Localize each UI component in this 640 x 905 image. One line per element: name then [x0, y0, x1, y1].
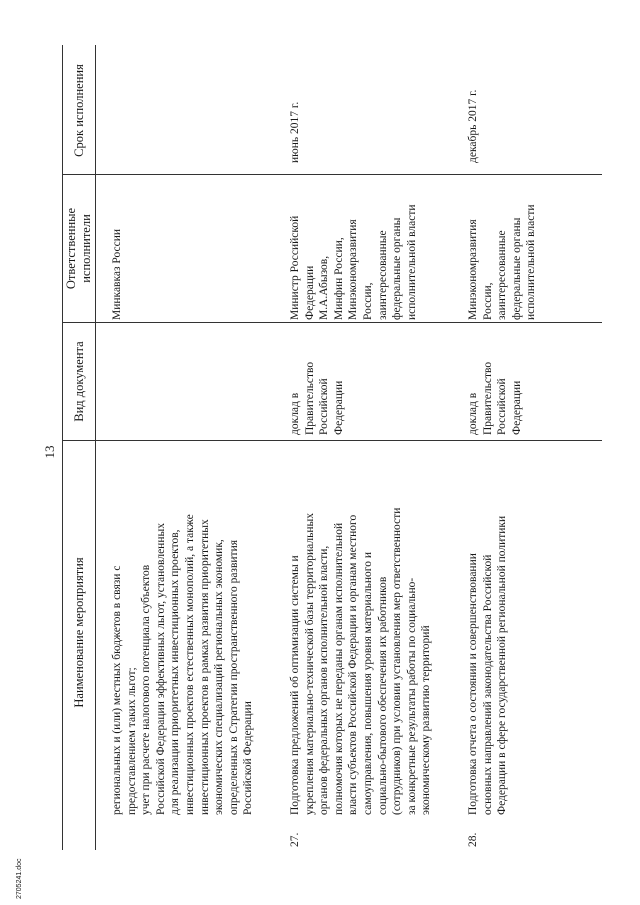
- row-document: доклад в Правительство Российской Федерации: [467, 361, 523, 435]
- header-document: Вид документа: [71, 341, 86, 422]
- header-bottom-border: [95, 45, 96, 850]
- column-divider-2: [62, 322, 602, 323]
- row-executors: Минэкономразвития России, заинтересованные федеральные органы исполнительной власти: [467, 204, 538, 320]
- row-title: Подготовка отчета о состоянии и совершенствовании основных направлений законодательства Российской Федерации в сфере государственной региональной политики: [467, 515, 509, 815]
- header-executors: Ответственные исполнители: [64, 207, 93, 290]
- row-document: доклад в Правительство Российской Федерации: [289, 361, 345, 435]
- page-number: 13: [42, 445, 57, 459]
- row-deadline: декабрь 2017 г.: [467, 89, 479, 163]
- row-number: 27.: [289, 832, 301, 847]
- row-title: Подготовка предложений об оптимизации системы и укрепления материально-технической базы территориальных органов федеральных органов исполнительной власти, полномочия которых не переданы органам исполнительной власти субъектов Российской Федерации и органам местного самоуправления, повышения уровня материального и социально-бытового обеспечения их работников (сотрудников) при условии установления мер ответственности за конкретные результаты работы по социально- экономическому развитию территорий: [289, 507, 433, 815]
- header-deadline: Срок исполнения: [71, 64, 86, 157]
- row-executors: Министр Российской Федерации М.А.Абызов, Минфин России, Минэкономразвития России, заинтересованные федеральные органы исполнительной власти: [289, 204, 418, 320]
- row-executors: Минкавказ России: [111, 228, 123, 320]
- header-title: Наименование мероприятия: [71, 557, 86, 708]
- document-code: 2705241.doc: [16, 858, 23, 899]
- column-divider-1: [62, 440, 602, 441]
- table-top-border: [62, 45, 63, 850]
- row-deadline: июнь 2017 г.: [289, 101, 301, 163]
- row-number: 28.: [467, 832, 479, 847]
- row-title: региональных и (или) местных бюджетов в связи с предоставлением таких льгот; учет при расчете налогового потенциала субъектов Российской Федерации эффективных льгот, установленных для реализации приоритетных инвестиционных проектов, инвестиционных проектов естественных монополий, а также инвестиционных проектов в рамках развития приоритетных экономических специализаций региональных экономик, определенных в Стратегии пространственного развития Российской Федерации: [111, 514, 255, 815]
